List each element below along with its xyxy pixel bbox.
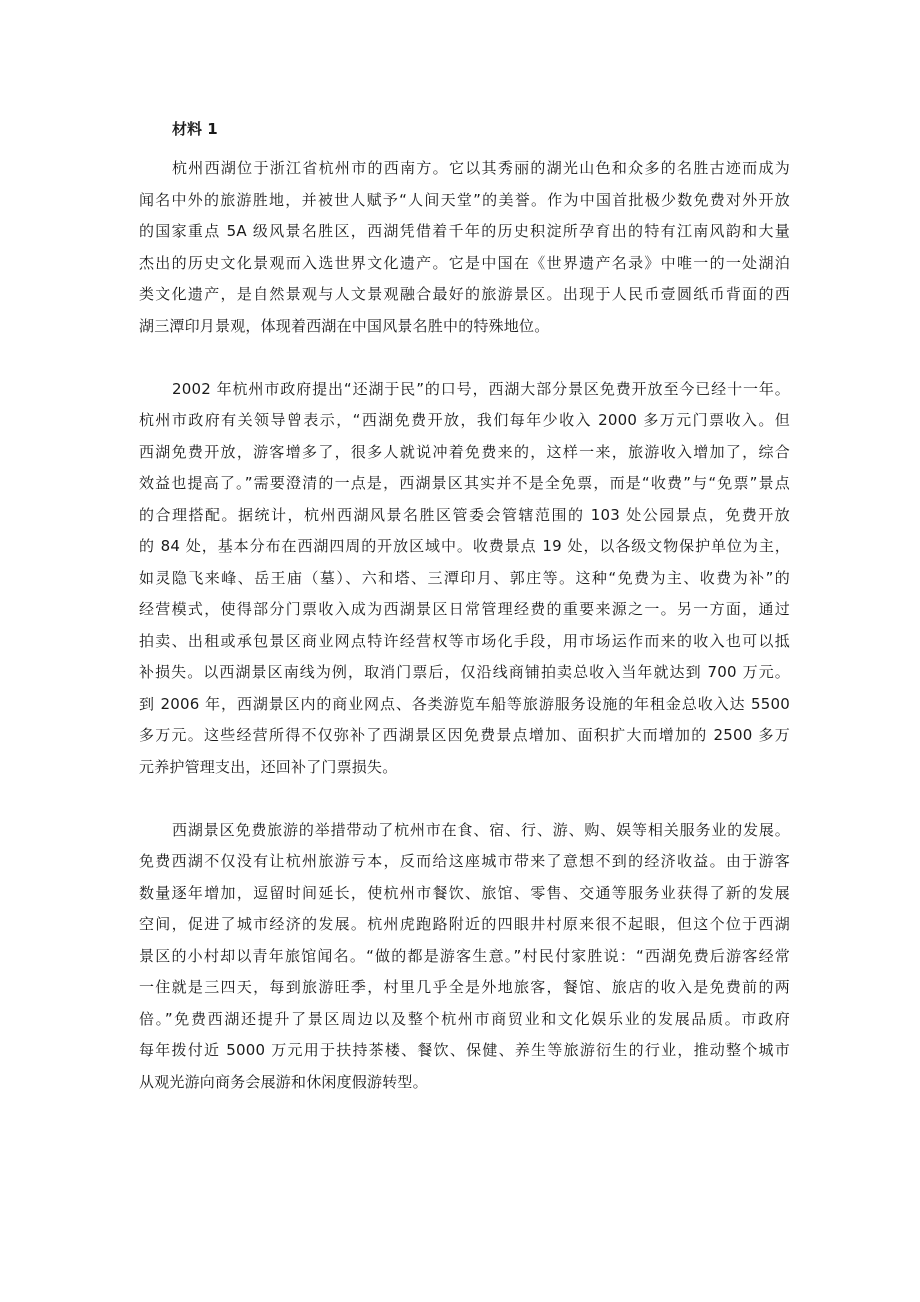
- text-line: 免费西湖不仅没有让杭州旅游亏本，反而给这座城市带来了意想不到的经济收益。由于游客: [139, 852, 790, 870]
- text-line: 如灵隐飞来峰、岳王庙（墓）、六和塔、三潭印月、郭庄等。这种“免费为主、收费为补”的: [139, 569, 790, 587]
- text-line: 从观光游向商务会展游和休闲度假游转型。: [139, 1073, 428, 1091]
- text-line: 数量逐年增加，逗留时间延长，使杭州市餐饮、旅馆、零售、交通等服务业获得了新的发展: [139, 884, 790, 902]
- text-line: 一住就是三四天，每到旅游旺季，村里几乎全是外地旅客，餐馆、旅店的收入是免费前的两: [139, 978, 790, 996]
- text-line: 杭州市政府有关领导曾表示，“西湖免费开放，我们每年少收入 2000 多万元门票收入。但: [139, 411, 790, 429]
- text-line: 多万元。这些经营所得不仅弥补了西湖景区因免费景点增加、面积扩大而增加的 2500 多万: [139, 726, 790, 744]
- text-line: 杭州西湖位于浙江省杭州市的西南方。它以其秀丽的湖光山色和众多的名胜古迹而成为: [172, 159, 790, 177]
- text-line: 闻名中外的旅游胜地，并被世人赋予“人间天堂”的美誉。作为中国首批极少数免费对外开放: [139, 191, 790, 209]
- text-line: 空间，促进了城市经济的发展。杭州虎跑路附近的四眼井村原来很不起眼，但这个位于西湖: [139, 915, 790, 933]
- text-line: 到 2006 年，西湖景区内的商业网点、各类游览车船等旅游服务设施的年租金总收入达 5500: [139, 695, 790, 713]
- text-line: 类文化遗产，是自然景观与人文景观融合最好的旅游景区。出现于人民币壹圆纸币背面的西: [139, 285, 790, 303]
- text-line: 湖三潭印月景观，体现着西湖在中国风景名胜中的特殊地位。: [139, 317, 550, 335]
- text-line: 元养护管理支出，还回补了门票损失。: [139, 758, 398, 776]
- text-line: 西湖免费开放，游客增多了，很多人就说冲着免费来的，这样一来，旅游收入增加了，综合: [139, 443, 790, 461]
- text-line: 倍。”免费西湖还提升了景区周边以及整个杭州市商贸业和文化娱乐业的发展品质。市政府: [139, 1010, 790, 1028]
- text-line: 每年拨付近 5000 万元用于扶持茶楼、餐饮、保健、养生等旅游衍生的行业，推动整个城市: [139, 1041, 790, 1059]
- text-line: 景区的小村却以青年旅馆闻名。“做的都是游客生意。”村民付家胜说：“西湖免费后游客经常: [139, 947, 790, 965]
- text-line: 拍卖、出租或承包景区商业网点特许经营权等市场化手段，用市场运作而来的收入也可以抵: [139, 632, 790, 650]
- text-line: 的合理搭配。据统计，杭州西湖风景名胜区管委会管辖范围的 103 处公园景点，免费开放: [139, 506, 790, 524]
- text-line: 杰出的历史文化景观而入选世界文化遗产。它是中国在《世界遗产名录》中唯一的一处湖泊: [139, 254, 790, 272]
- text-line: 的 84 处，基本分布在西湖四周的开放区域中。收费景点 19 处，以各级文物保护单位为主，: [139, 537, 790, 555]
- text-line: 效益也提高了。”需要澄清的一点是，西湖景区其实并不是全免票，而是“收费”与“免票”景点: [139, 474, 790, 492]
- text-line: 的国家重点 5A 级风景名胜区，西湖凭借着千年的历史积淀所孕育出的特有江南风韵和大量: [139, 222, 790, 240]
- text-line: 2002 年杭州市政府提出“还湖于民”的口号，西湖大部分景区免费开放至今已经十一年。: [172, 380, 790, 398]
- material-heading: 材料 1: [172, 120, 218, 138]
- text-line: 西湖景区免费旅游的举措带动了杭州市在食、宿、行、游、购、娱等相关服务业的发展。: [172, 821, 790, 839]
- text-line: 补损失。以西湖景区南线为例，取消门票后，仅沿线商铺拍卖总收入当年就达到 700 万元。: [139, 663, 790, 681]
- text-line: 经营模式，使得部分门票收入成为西湖景区日常管理经费的重要来源之一。另一方面，通过: [139, 600, 790, 618]
